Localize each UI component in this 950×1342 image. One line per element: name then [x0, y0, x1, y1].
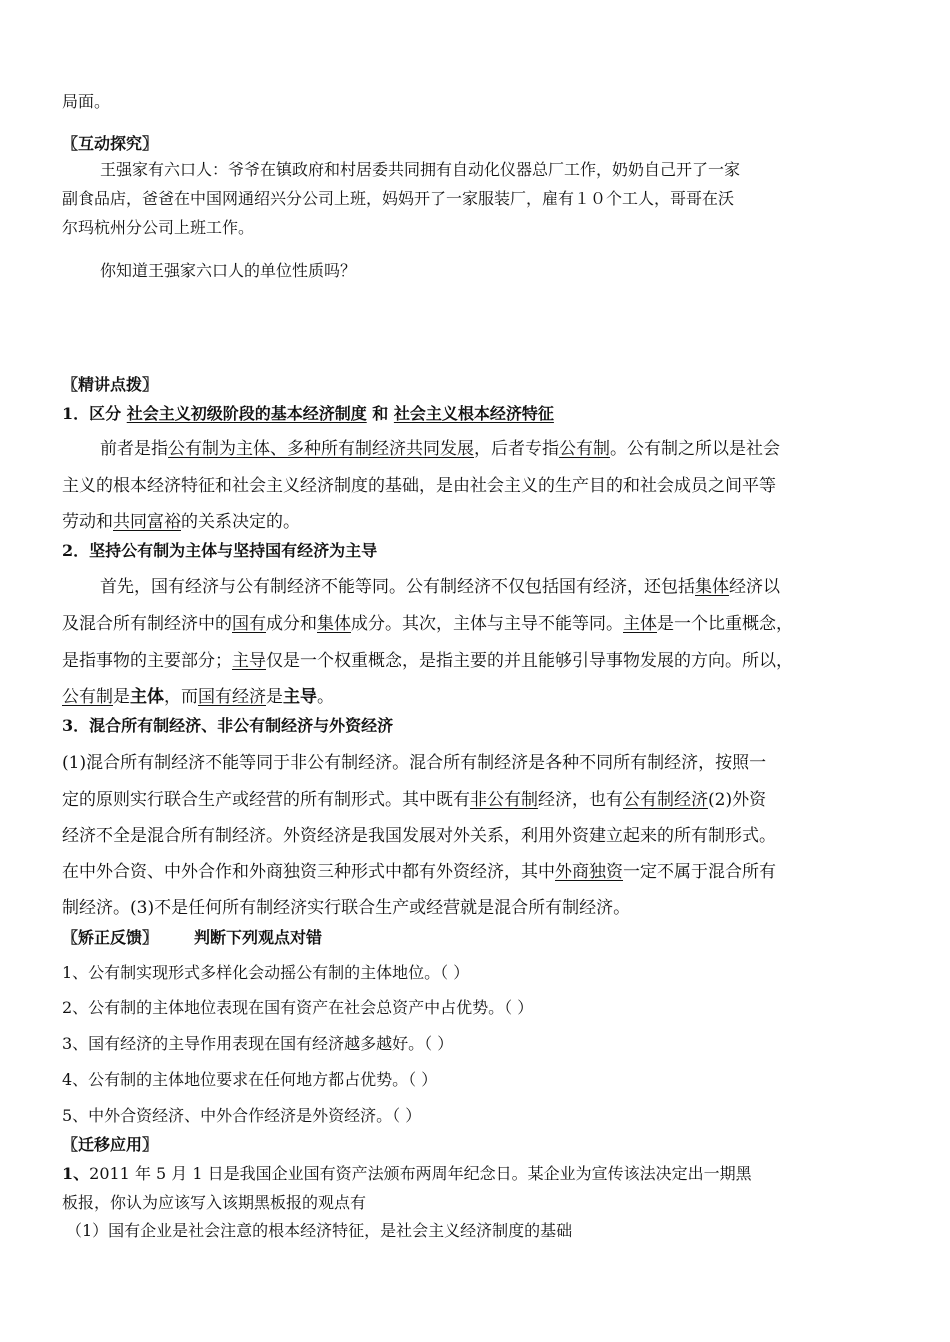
text: 经济以	[729, 577, 780, 597]
quiz-item: 4、公有制的主体地位要求在任何地方都占优势。（ ）	[62, 1070, 438, 1089]
conjunction: 和	[366, 404, 394, 423]
paragraph-line: （1）国有企业是社会注意的根本经济特征，是社会主义经济制度的基础	[66, 1221, 573, 1240]
paragraph-line	[62, 613, 793, 635]
paragraph-line: 主义的根本经济特征和社会主义经济制度的基础，是由社会主义的生产目的和社会成员之间平等	[62, 476, 776, 496]
text: 是一个比重概念，	[657, 614, 793, 634]
point-heading-3: 3．混合所有制经济、非公有制经济与外资经济	[62, 716, 394, 735]
text: 是	[113, 687, 130, 707]
underlined-term: 集体	[695, 577, 729, 597]
paragraph-line	[100, 576, 780, 598]
underlined-term: 公有制经济	[623, 790, 708, 810]
underlined-term: 公有制	[559, 439, 610, 459]
paragraph-line: 经济不全是混合所有制经济。外资经济是我国发展对外关系，利用外资建立起来的所有制形式。	[62, 826, 776, 846]
paragraph-line	[100, 438, 780, 460]
point-heading-2: 2．坚持公有制为主体与坚持国有经济为主导	[62, 541, 378, 560]
text: 是	[266, 687, 283, 707]
paragraph-line: 王强家有六口人：爷爷在镇政府和村居委共同拥有自动化仪器总厂工作，奶奶自己开了一家	[100, 160, 741, 179]
text: 仅是一个权重概念，是指主要的并且能够引导事物发展的方向。所以，	[266, 651, 793, 671]
underlined-term: 社会主义初级阶段的基本经济制度	[126, 404, 367, 423]
underlined-term: 国有	[232, 614, 266, 634]
text-line: 局面。	[62, 92, 111, 111]
text: 。公有制之所以是社会	[610, 439, 780, 459]
paragraph-line	[62, 861, 776, 883]
text: 一定不属于混合所有	[623, 862, 776, 882]
underlined-term: 国有经济	[198, 687, 266, 707]
underlined-term: 共同富裕	[113, 512, 181, 532]
bold-term: 主导	[283, 687, 317, 707]
underlined-term: 非公有制	[470, 790, 538, 810]
section-heading-key-points: 〖精讲点拨〗	[62, 375, 159, 394]
text: 的关系决定的。	[181, 512, 300, 532]
underlined-term: 公有制	[62, 687, 113, 707]
underlined-term: 外商独资	[555, 862, 623, 882]
text: 前者是指	[100, 439, 168, 459]
bold-term: 主体	[130, 687, 164, 707]
paragraph-line: 板报，你认为应该写入该期黑板报的观点有	[62, 1193, 367, 1212]
underlined-term: 公有制为主体、多种所有制经济共同发展	[168, 439, 474, 459]
text: ，而	[164, 687, 198, 707]
paragraph-line	[62, 511, 300, 533]
paragraph-line: 尔玛杭州分公司上班工作。	[62, 218, 255, 237]
paragraph-line: (1)混合所有制经济不能等同于非公有制经济。混合所有制经济是各种不同所有制经济，按照一	[62, 753, 767, 773]
text: 首先，国有经济与公有制经济不能等同。公有制经济不仅包括国有经济，还包括	[100, 577, 695, 597]
point-heading-1	[62, 404, 554, 424]
paragraph-line	[62, 789, 766, 811]
text: 。	[317, 687, 334, 707]
point-number: 1．区分	[62, 404, 127, 423]
paragraph-line: 制经济。(3)不是任何所有制经济实行联合生产或经营就是混合所有制经济。	[62, 898, 631, 918]
text: 成分。其次，主体与主导不能等同。	[351, 614, 623, 634]
underlined-term: 主体	[623, 614, 657, 634]
quiz-item: 5、中外合资经济、中外合作经济是外资经济。（ ）	[62, 1106, 422, 1125]
underlined-term: 社会主义根本经济特征	[393, 404, 554, 423]
section-heading-feedback	[62, 928, 322, 948]
text: 定的原则实行联合生产或经营的所有制形式。其中既有	[62, 790, 470, 810]
text: 成分和	[266, 614, 317, 634]
heading-subtitle: 判断下列观点对错	[194, 928, 323, 947]
quiz-item: 2、公有制的主体地位表现在国有资产在社会总资产中占优势。（ ）	[62, 998, 534, 1017]
item-number: 1、	[62, 1164, 90, 1183]
text: (2)外资	[708, 790, 767, 810]
question-line: 你知道王强家六口人的单位性质吗？	[100, 261, 357, 280]
text: 劳动和	[62, 512, 113, 532]
heading-text: 〖矫正反馈〗	[62, 928, 159, 947]
underlined-term: 主导	[232, 651, 266, 671]
text: 及混合所有制经济中的	[62, 614, 232, 634]
section-heading-interactive-inquiry: 〖互动探究〗	[62, 134, 159, 153]
text: 2011 年 5 月 1 日是我国企业国有资产法颁布两周年纪念日。某企业为宣传该法决定出一期黑	[89, 1164, 752, 1183]
text: ，后者专指	[474, 439, 559, 459]
text: 在中外合资、中外合作和外商独资三种形式中都有外资经济，其中	[62, 862, 555, 882]
paragraph-line	[62, 650, 793, 672]
text: 经济，也有	[538, 790, 623, 810]
text: 是指事物的主要部分；	[62, 651, 232, 671]
underlined-term: 集体	[317, 614, 351, 634]
quiz-item: 3、国有经济的主导作用表现在国有经济越多越好。（ ）	[62, 1034, 454, 1053]
quiz-item: 1、公有制实现形式多样化会动摇公有制的主体地位。（ ）	[62, 963, 470, 982]
application-item	[62, 1164, 752, 1184]
section-heading-application: 〖迁移应用〗	[62, 1135, 159, 1154]
paragraph-line	[62, 686, 334, 708]
paragraph-line: 副食品店，爸爸在中国网通绍兴分公司上班，妈妈开了一家服装厂，雇有１０个工人，哥哥在沃	[62, 189, 735, 208]
